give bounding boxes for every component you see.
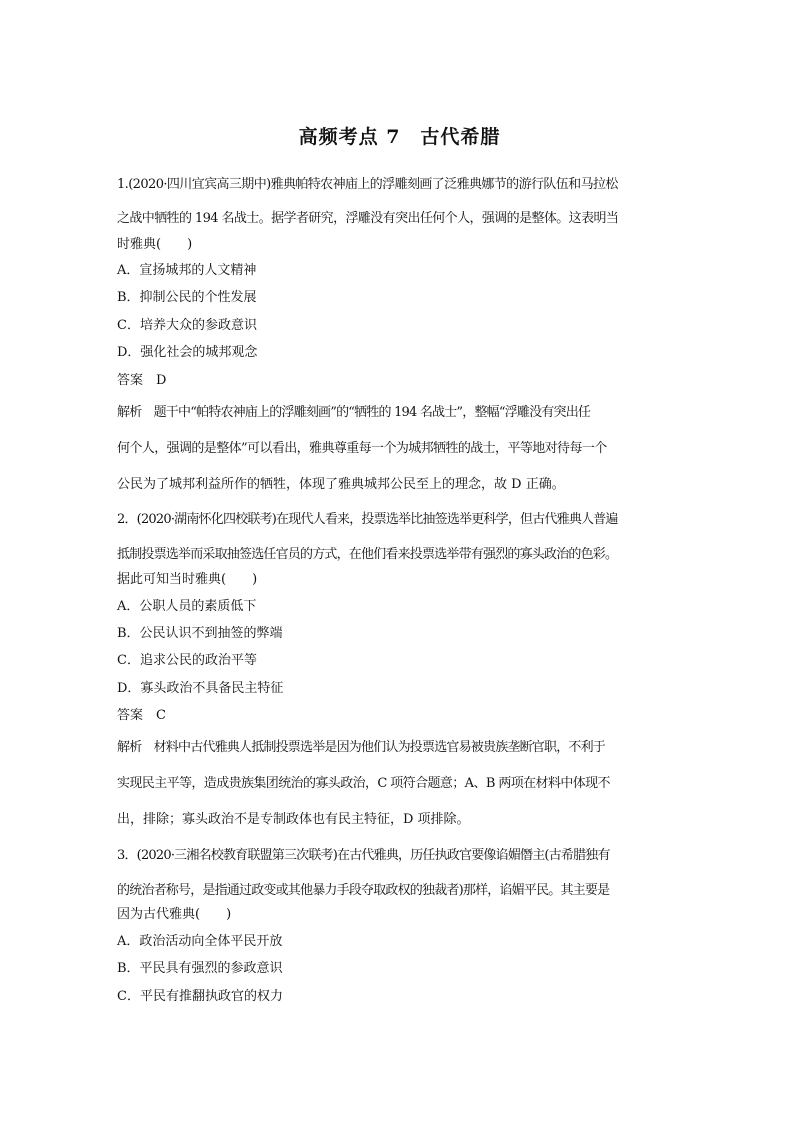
question-2-option-d: D．寡头政治不具备民主特征	[117, 681, 284, 696]
question-1-option-d: D．强化社会的城邦观念	[117, 345, 258, 360]
question-2-stem-line-1: 2．(2020·湖南怀化四校联考)在现代人看来，投票选举比抽签选举更科学，但古代雅典人普遍	[117, 512, 618, 527]
question-3-stem-line-2: 的统治者称号，是指通过政变或其他暴力手段夺取政权的独裁者)那样，谄媚平民。其主要是	[117, 883, 610, 898]
question-1-option-a: A．宣扬城邦的人文精神	[117, 263, 257, 278]
question-2-answer: 答案 C	[117, 708, 166, 723]
question-1-stem-line-3: 时雅典( )	[117, 237, 193, 252]
question-2-analysis-line-2: 实现民主平等，造成贵族集团统治的寡头政治，C 项符合题意；A、B 两项在材料中体现不	[117, 776, 610, 791]
question-2-analysis-line-3: 出，排除；寡头政治不是专制政体也有民主特征，D 项排除。	[117, 812, 470, 827]
question-3-option-c: C．平民有推翻执政官的权力	[117, 989, 283, 1004]
question-2-stem-line-3: 据此可知当时雅典( )	[117, 572, 258, 587]
question-1-analysis-line-2: 何个人，强调的是整体”可以看出，雅典尊重每一个为城邦牺牲的战士，平等地对待每一个	[117, 441, 607, 456]
question-1-stem-line-2: 之战中牺牲的 194 名战士。据学者研究，浮雕没有突出任何个人，强调的是整体。这表明当	[117, 211, 619, 226]
question-1-analysis-line-3: 公民为了城邦利益所作的牺牲，体现了雅典城邦公民至上的理念，故 D 正确。	[117, 477, 565, 492]
question-1-option-c: C．培养大众的参政意识	[117, 318, 257, 333]
question-3-option-a: A．政治活动向全体平民开放	[117, 934, 283, 949]
question-2-option-a: A．公职人员的素质低下	[117, 599, 257, 614]
question-3-stem-line-1: 3．(2020·三湘名校教育联盟第三次联考)在古代雅典，历任执政官要像谄媚僭主(古希腊独有	[117, 848, 610, 863]
question-1-stem-line-1: 1.(2020·四川宜宾高三期中)雅典帕特农神庙上的浮雕刻画了泛雅典娜节的游行队伍和马拉松	[117, 177, 618, 192]
question-2-option-b: B．公民认识不到抽签的弊端	[117, 626, 283, 641]
page-title: 高频考点 7 古代希腊	[298, 126, 501, 148]
question-1-answer: 答案 D	[117, 373, 167, 388]
question-2-option-c: C．追求公民的政治平等	[117, 653, 257, 668]
question-1-option-b: B．抑制公民的个性发展	[117, 290, 257, 305]
question-3-stem-line-3: 因为古代雅典( )	[117, 907, 232, 922]
question-1-analysis-line-1: 解析 题干中“帕特农神庙上的浮雕刻画”的“牺牲的 194 名战士”，整幅“浮雕没有突出任	[117, 405, 591, 420]
question-2-stem-line-2: 抵制投票选举而采取抽签选任官员的方式，在他们看来投票选举带有强烈的寡头政治的色彩。	[117, 547, 618, 562]
question-2-analysis-line-1: 解析 材料中古代雅典人抵制投票选举是因为他们认为投票选官易被贵族垄断官职，不利于	[117, 740, 606, 755]
question-3-option-b: B．平民具有强烈的参政意识	[117, 961, 283, 976]
